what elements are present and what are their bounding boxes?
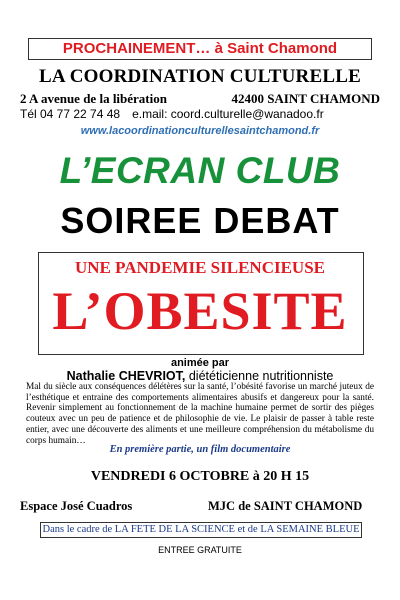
postcode-city: 42400 SAINT CHAMOND — [231, 91, 380, 106]
event-title: L’OBESITE — [52, 281, 348, 341]
hosted-by-label: animée par — [170, 357, 230, 369]
contact-line — [20, 107, 324, 121]
address-line — [20, 91, 380, 107]
event-type-heading: SOIREE DEBAT — [60, 200, 340, 241]
speaker-name: Nathalie CHEVRIOT, — [66, 369, 186, 383]
club-name: L’ECRAN CLUB — [59, 150, 341, 191]
entry-note: ENTREE GRATUITE — [158, 545, 242, 555]
website-link[interactable]: www.lacoordinationculturellesaintchamond.fr — [80, 125, 320, 137]
email-address: e.mail: coord.culturelle@wanadoo.fr — [132, 107, 324, 121]
event-date-time: VENDREDI 6 OCTOBRE à 20 H 15 — [90, 469, 310, 484]
event-description: Mal du siècle aux conséquences délétères sur la santé, l’obésité favorise un marché juteux de l’esthétique et entraine des comportements alimentaires abusifs et dangereux pour la santé. Revenir simplement au fonctionnement de la machine humaine permet de sortir des pièges couteux avec un peu de patience et de philosophie de vie. Le plaisir de passer à table reste entier, avec une découverte des aliments et une meilleure compréhension du métabolisme du corps humain… — [26, 382, 374, 446]
framework-banner: Dans le cadre de LA FETE DE LA SCIENCE et de LA SEMAINE BLEUE — [40, 522, 362, 538]
venue-place: MJC de SAINT CHAMOND — [208, 499, 363, 513]
venue-name: Espace José Cuadros — [20, 499, 133, 513]
event-subtitle: UNE PANDEMIE SILENCIEUSE — [74, 258, 325, 277]
prochainement-banner: PROCHAINEMENT… à Saint Chamond — [28, 38, 372, 60]
street-address: 2 A avenue de la libération — [20, 91, 167, 106]
phone-number: Tél 04 77 22 74 48 — [20, 107, 121, 121]
speaker — [0, 369, 400, 383]
first-part-note: En première partie, un film documentaire — [109, 444, 291, 455]
speaker-role: diététicienne nutritionniste — [185, 369, 334, 383]
organizer-name: LA COORDINATION CULTURELLE — [39, 66, 361, 87]
